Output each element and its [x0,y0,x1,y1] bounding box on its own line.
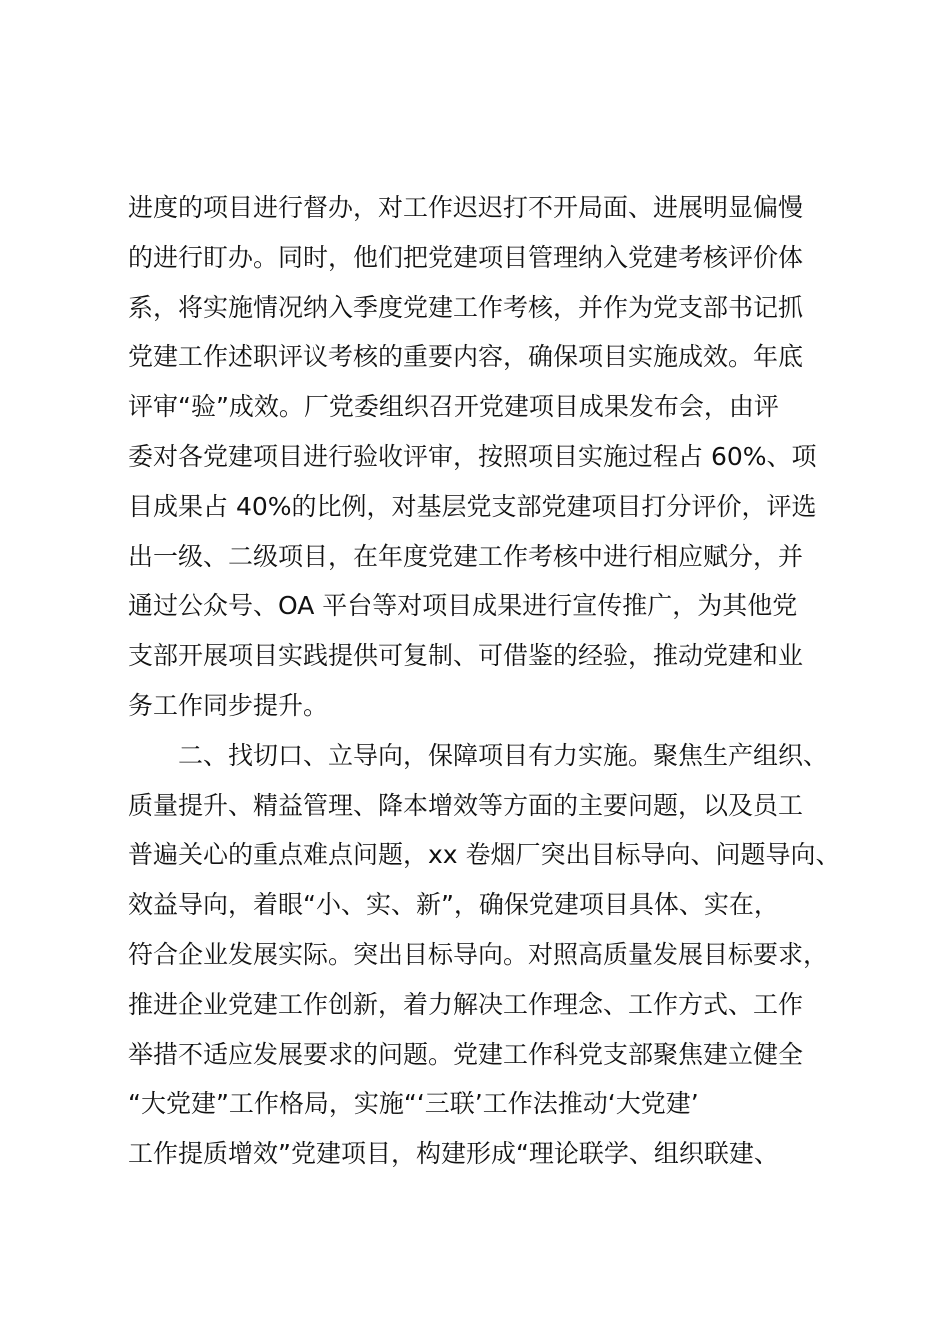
text-line: 符合企业发展实际。突出目标导向。对照高质量发展目标要求， [128,939,829,969]
text-line: 进度的项目进行督办，对工作迟迟打不开局面、进展明显偏慢 [128,193,804,222]
text-line: 效益导向，着眼“小、实、新”，确保党建项目具体、实在， [128,890,779,920]
text-line: 普遍关心的重点难点问题，xx 卷烟厂突出目标导向、问题导向、 [128,840,841,870]
text-line: 系，将实施情况纳入季度党建工作考核，并作为党支部书记抓 [128,292,804,322]
text-line: 的进行盯办。同时，他们把党建项目管理纳入党建考核评价体 [128,242,804,272]
section-heading-line: 二、找切口、立导向，保障项目有力实施。聚焦生产组织、 [178,740,829,770]
document-body [128,183,858,1179]
text-line: 委对各党建项目进行验收评审，按照项目实施过程占 60%、项 [128,441,817,471]
text-line: 通过公众号、OA 平台等对项目成果进行宣传推广，为其他党 [128,591,798,621]
text-line: 评审“验”成效。厂党委组织召开党建项目成果发布会，由评 [128,392,779,422]
text-line: 举措不适应发展要求的问题。党建工作科党支部聚焦建立健全 [128,1039,804,1069]
text-line: 出一级、二级项目，在年度党建工作考核中进行相应赋分，并 [128,541,804,571]
text-line: 党建工作述职评议考核的重要内容，确保项目实施成效。年底 [128,342,804,372]
text-line: 推进企业党建工作创新，着力解决工作理念、工作方式、工作 [128,989,804,1019]
text-line: 质量提升、精益管理、降本增效等方面的主要问题，以及员工 [128,790,804,820]
text-line: “大党建”工作格局，实施“‘三联’工作法推动‘大党建’ [128,1089,699,1119]
text-line: 务工作同步提升。 [128,690,329,720]
text-line: 工作提质增效”党建项目，构建形成“理论联学、组织联建、 [128,1139,779,1169]
text-line: 目成果占 40%的比例，对基层党支部党建项目打分评价，评选 [128,491,817,521]
text-line: 支部开展项目实践提供可复制、可借鉴的经验，推动党建和业 [128,641,804,671]
